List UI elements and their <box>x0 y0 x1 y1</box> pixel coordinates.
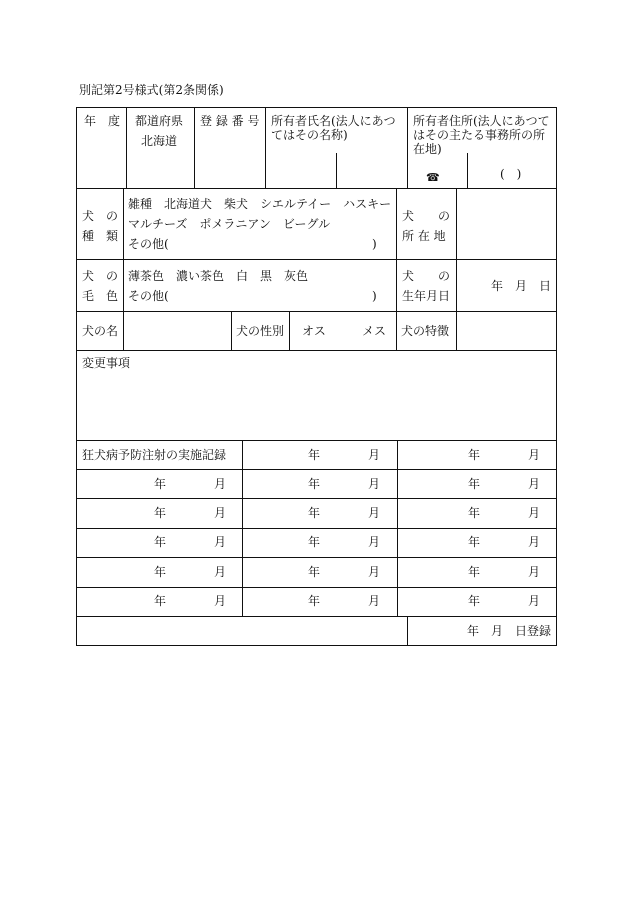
rabies-month: 月 <box>368 506 381 520</box>
owner-address-label-line1: 所有者住所(法人にあつて <box>413 114 550 128</box>
sex-female: メス <box>362 324 387 338</box>
row-divider <box>76 616 557 617</box>
rabies-year: 年 <box>468 477 481 491</box>
prefecture-value: 北海道 <box>141 134 178 148</box>
dog-location-label-line1: 犬 の <box>402 209 451 223</box>
breed-label-line2: 種 類 <box>82 229 119 243</box>
row-divider <box>76 259 557 260</box>
breed-options-line2: マルチーズ ポメラニアン ビーグル <box>128 217 331 231</box>
row-divider <box>76 440 557 441</box>
rabies-year: 年 <box>308 594 321 608</box>
row-divider <box>76 587 557 588</box>
table-border-top <box>76 107 557 108</box>
rabies-year: 年 <box>308 535 321 549</box>
owner-name-label-line2: てはその名称) <box>271 128 348 142</box>
dob-label-line1: 犬 の <box>402 269 451 283</box>
col-divider <box>396 188 397 312</box>
dob-label-line2: 生年月日 <box>402 289 451 303</box>
coat-label-line1: 犬 の <box>82 269 119 283</box>
rabies-month: 月 <box>368 594 381 608</box>
rabies-year: 年 <box>308 477 321 491</box>
breed-other-close: ) <box>372 237 377 251</box>
rabies-year: 年 <box>468 448 481 462</box>
rabies-year: 年 <box>154 565 167 579</box>
coat-other-close: ) <box>372 289 377 303</box>
rabies-year: 年 <box>468 594 481 608</box>
rabies-month: 月 <box>368 565 381 579</box>
registration-date: 年 月 日登録 <box>467 624 552 638</box>
row-divider <box>76 498 557 499</box>
owner-address-label-line3: 在地) <box>413 142 442 156</box>
rabies-month: 月 <box>528 535 541 549</box>
col-divider <box>194 107 195 189</box>
rabies-month: 月 <box>214 565 227 579</box>
rabies-year: 年 <box>154 506 167 520</box>
dog-location-label-line2: 所 在 地 <box>402 229 446 243</box>
rabies-month: 月 <box>368 477 381 491</box>
sex-male: オス <box>302 324 326 338</box>
owner-name-label-line1: 所有者氏名(法人にあつ <box>271 114 396 128</box>
rabies-month: 月 <box>528 477 541 491</box>
coat-other: その他( <box>128 289 169 303</box>
rabies-year: 年 <box>468 535 481 549</box>
changes-label: 変更事項 <box>82 356 131 370</box>
rabies-year: 年 <box>468 506 481 520</box>
dog-name-label: 犬の名 <box>82 324 119 338</box>
table-border-bottom <box>76 645 557 646</box>
rabies-year: 年 <box>308 565 321 579</box>
rabies-year: 年 <box>308 506 321 520</box>
col-divider <box>456 188 457 312</box>
col-divider <box>242 440 243 617</box>
prefecture-label: 都道府県 <box>135 114 184 128</box>
phone-parentheses: ( ) <box>500 167 522 181</box>
coat-label-line2: 毛 色 <box>82 289 119 303</box>
col-divider <box>126 107 127 189</box>
col-divider <box>396 311 397 351</box>
rabies-month: 月 <box>214 535 227 549</box>
col-divider <box>336 153 337 189</box>
rabies-record-label: 狂犬病予防注射の実施記録 <box>82 448 227 462</box>
col-divider <box>407 616 408 646</box>
rabies-year: 年 <box>154 535 167 549</box>
row-divider <box>76 188 557 189</box>
rabies-year: 年 <box>154 477 167 491</box>
breed-options-line1: 雑種 北海道犬 柴犬 シエルテイー ハスキー <box>128 197 392 211</box>
dog-features-label: 犬の特徴 <box>401 324 450 338</box>
telephone-icon: ☎ <box>426 171 440 184</box>
col-divider <box>467 153 468 189</box>
rabies-month: 月 <box>214 594 227 608</box>
rabies-month: 月 <box>528 506 541 520</box>
col-divider <box>265 107 266 189</box>
owner-address-label-line2: はその主たる事務所の所 <box>413 128 546 142</box>
breed-other: その他( <box>128 237 169 251</box>
row-divider <box>76 311 557 312</box>
col-divider <box>123 311 124 351</box>
rabies-month: 月 <box>528 448 541 462</box>
row-divider <box>76 528 557 529</box>
rabies-month: 月 <box>214 477 227 491</box>
row-divider <box>76 557 557 558</box>
year-label: 年 度 <box>84 114 121 128</box>
row-divider <box>76 350 557 351</box>
col-divider <box>456 311 457 351</box>
col-divider <box>123 188 124 312</box>
breed-label-line1: 犬 の <box>82 209 119 223</box>
col-divider <box>289 311 290 351</box>
col-divider <box>397 440 398 617</box>
form-title: 別記第2号様式(第2条関係) <box>79 83 224 97</box>
col-divider <box>407 107 408 189</box>
col-divider <box>231 311 232 351</box>
dob-value: 年 月 日 <box>491 279 552 293</box>
rabies-month: 月 <box>528 565 541 579</box>
rabies-year: 年 <box>468 565 481 579</box>
rabies-month: 月 <box>368 448 381 462</box>
registration-number-label: 登 録 番 号 <box>200 114 260 128</box>
rabies-year: 年 <box>308 448 321 462</box>
rabies-year: 年 <box>154 594 167 608</box>
rabies-month: 月 <box>528 594 541 608</box>
rabies-month: 月 <box>214 506 227 520</box>
rabies-month: 月 <box>368 535 381 549</box>
dog-sex-label: 犬の性別 <box>236 324 285 338</box>
row-divider <box>76 469 557 470</box>
coat-options: 薄茶色 濃い茶色 白 黒 灰色 <box>128 269 309 283</box>
